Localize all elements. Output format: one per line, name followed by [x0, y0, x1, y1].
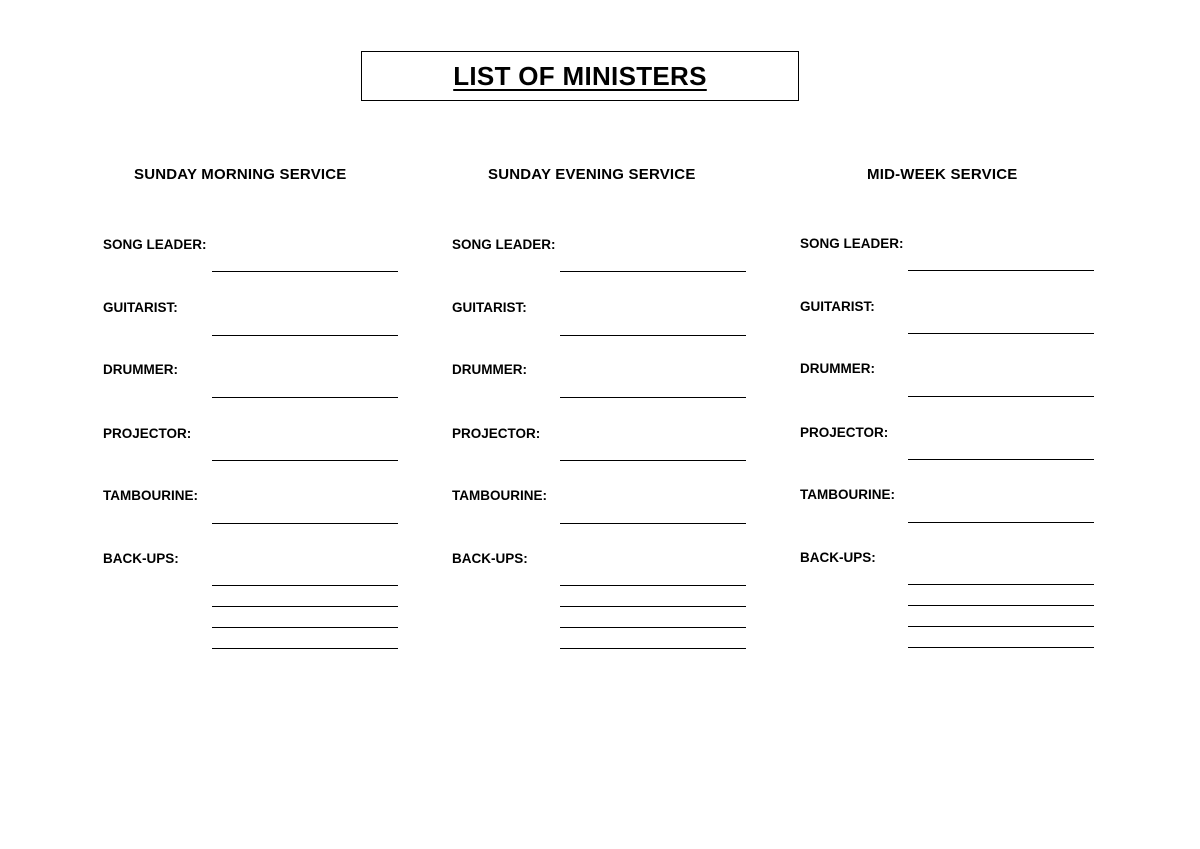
drummer-label: DRUMMER:	[103, 362, 178, 377]
song-leader-blank[interactable]	[212, 271, 398, 272]
column-heading-sunday-morning: SUNDAY MORNING SERVICE	[134, 166, 347, 183]
back-ups-blank-3[interactable]	[560, 627, 746, 628]
back-ups-blank-2[interactable]	[908, 605, 1094, 606]
song-leader-label: SONG LEADER:	[800, 236, 904, 251]
back-ups-blank-1[interactable]	[908, 584, 1094, 585]
tambourine-blank[interactable]	[908, 522, 1094, 523]
guitarist-blank[interactable]	[212, 335, 398, 336]
drummer-blank[interactable]	[212, 397, 398, 398]
song-leader-blank[interactable]	[908, 270, 1094, 271]
projector-blank[interactable]	[908, 459, 1094, 460]
back-ups-blank-2[interactable]	[212, 606, 398, 607]
guitarist-label: GUITARIST:	[800, 299, 875, 314]
projector-blank[interactable]	[560, 460, 746, 461]
projector-label: PROJECTOR:	[800, 425, 889, 440]
guitarist-blank[interactable]	[908, 333, 1094, 334]
song-leader-label: SONG LEADER:	[452, 237, 556, 252]
title-box	[361, 51, 799, 101]
back-ups-blank-4[interactable]	[908, 647, 1094, 648]
back-ups-blank-2[interactable]	[560, 606, 746, 607]
drummer-label: DRUMMER:	[452, 362, 527, 377]
tambourine-label: TAMBOURINE:	[103, 488, 198, 503]
tambourine-blank[interactable]	[212, 523, 398, 524]
back-ups-blank-4[interactable]	[560, 648, 746, 649]
projector-blank[interactable]	[212, 460, 398, 461]
guitarist-blank[interactable]	[560, 335, 746, 336]
back-ups-blank-1[interactable]	[212, 585, 398, 586]
song-leader-blank[interactable]	[560, 271, 746, 272]
tambourine-label: TAMBOURINE:	[800, 487, 895, 502]
song-leader-label: SONG LEADER:	[103, 237, 207, 252]
drummer-blank[interactable]	[560, 397, 746, 398]
drummer-label: DRUMMER:	[800, 361, 875, 376]
back-ups-label: BACK-UPS:	[800, 550, 876, 565]
drummer-blank[interactable]	[908, 396, 1094, 397]
projector-label: PROJECTOR:	[452, 426, 541, 441]
back-ups-blank-1[interactable]	[560, 585, 746, 586]
back-ups-label: BACK-UPS:	[452, 551, 528, 566]
guitarist-label: GUITARIST:	[452, 300, 527, 315]
projector-label: PROJECTOR:	[103, 426, 192, 441]
column-heading-sunday-evening: SUNDAY EVENING SERVICE	[488, 166, 696, 183]
guitarist-label: GUITARIST:	[103, 300, 178, 315]
tambourine-blank[interactable]	[560, 523, 746, 524]
back-ups-blank-4[interactable]	[212, 648, 398, 649]
column-heading-mid-week: MID-WEEK SERVICE	[867, 166, 1018, 183]
back-ups-blank-3[interactable]	[212, 627, 398, 628]
tambourine-label: TAMBOURINE:	[452, 488, 547, 503]
page-title: LIST OF MINISTERS	[453, 60, 707, 91]
back-ups-label: BACK-UPS:	[103, 551, 179, 566]
back-ups-blank-3[interactable]	[908, 626, 1094, 627]
